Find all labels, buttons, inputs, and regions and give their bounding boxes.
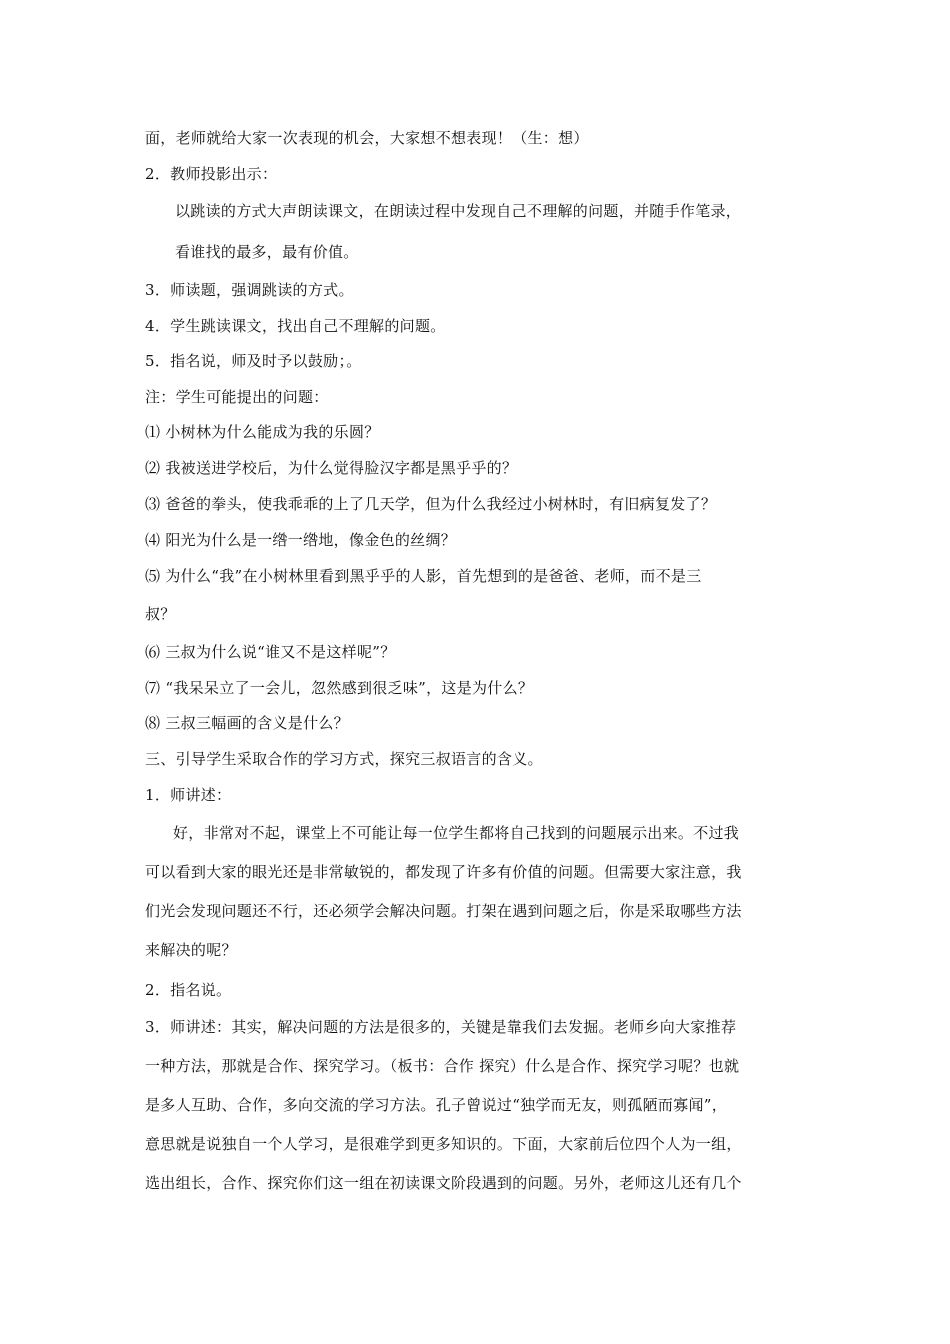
step-5-line: 5．指名说，师及时予以鼓励；。 bbox=[145, 352, 362, 370]
question-item: ⑵ 我被送进学校后，为什么觉得脸汉字都是黑乎乎的？ bbox=[145, 459, 518, 477]
question-item: ⑶ 爸爸的拳头，使我乖乖的上了几天学，但为什么我经过小树林时，有旧病复发了？ bbox=[145, 495, 717, 513]
paragraph-line: 是多人互助、合作，多向交流的学习方法。孔子曾说过“独学而无友，则孤陋而寡闻”， bbox=[145, 1096, 728, 1114]
step-1-line: 1．师讲述： bbox=[145, 786, 232, 804]
question-item: ⑸ 为什么“我”在小树林里看到黑乎乎的人影，首先想到的是爸爸、老师，而不是三 bbox=[145, 567, 702, 585]
teacher-speech-line: 好，非常对不起，课堂上不可能让每一位学生都将自己找到的问题展示出来。不过我 bbox=[173, 824, 740, 842]
question-item: ⑷ 阳光为什么是一绺一绺地，像金色的丝绸？ bbox=[145, 531, 457, 549]
step-3b-line: 3．师讲述：其实，解决问题的方法是很多的，关键是靠我们去发掘。老师乡向大家推荐 bbox=[145, 1018, 737, 1036]
projection-text-line: 看谁找的最多，最有价值。 bbox=[175, 243, 359, 261]
step-3-line: 3．师读题，强调跳读的方式。 bbox=[145, 281, 354, 299]
step-2-line: 2．教师投影出示： bbox=[145, 165, 278, 183]
paragraph-line: 意思就是说独自一个人学习，是很难学到更多知识的。下面，大家前后位四个人为一组， bbox=[145, 1135, 742, 1153]
paragraph-line: 选出组长，合作、探究你们这一组在初读课文阶段遇到的问题。另外，老师这儿还有几个 bbox=[145, 1174, 742, 1192]
step-2b-line: 2．指名说。 bbox=[145, 981, 232, 999]
teacher-speech-line: 可以看到大家的眼光还是非常敏锐的，都发现了许多有价值的问题。但需要大家注意，我 bbox=[145, 863, 742, 881]
question-item: ⑹ 三叔为什么说“谁又不是这样呢”？ bbox=[145, 643, 396, 661]
question-item: ⑴ 小树林为什么能成为我的乐圆？ bbox=[145, 423, 380, 441]
projection-text-line: 以跳读的方式大声朗读课文，在朗读过程中发现自己不理解的问题，并随手作笔录， bbox=[175, 202, 742, 220]
paragraph-line: 一种方法，那就是合作、探究学习。（板书：合作 探究）什么是合作、探究学习呢？也就 bbox=[145, 1057, 740, 1075]
question-item: ⑺ “我呆呆立了一会儿，忽然感到很乏味”，这是为什么？ bbox=[145, 679, 534, 697]
teacher-speech-line: 们光会发现问题还不行，还必须学会解决问题。打架在遇到问题之后，你是采取哪些方法 bbox=[145, 902, 742, 920]
teacher-speech-line: 来解决的呢？ bbox=[145, 941, 237, 959]
question-item: ⑻ 三叔三幅画的含义是什么？ bbox=[145, 714, 349, 732]
paragraph-line: 面，老师就给大家一次表现的机会，大家想不想表现！（生：想） bbox=[145, 129, 589, 147]
note-line: 注：学生可能提出的问题： bbox=[145, 388, 329, 406]
question-item-continuation: 叔？ bbox=[145, 605, 176, 623]
section-heading: 三、引导学生采取合作的学习方式，探究三叔语言的含义。 bbox=[145, 750, 543, 768]
step-4-line: 4．学生跳读课文，找出自己不理解的问题。 bbox=[145, 317, 446, 335]
